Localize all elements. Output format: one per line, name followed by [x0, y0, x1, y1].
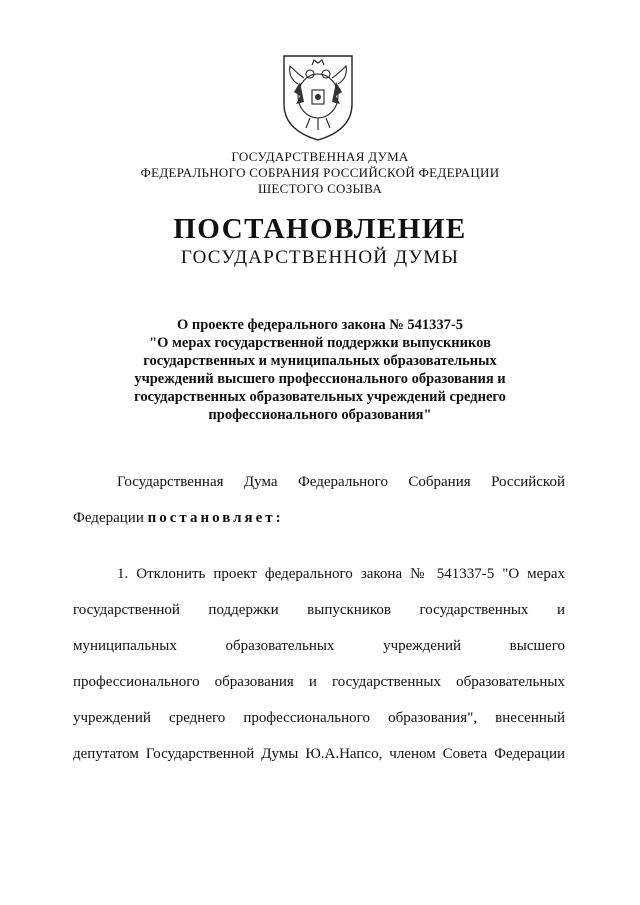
preamble-line-1: Государственная Дума Федерального Собрания Российской	[117, 474, 565, 490]
header-line-3: ШЕСТОГО СОЗЫВА	[257, 181, 383, 196]
resolves-verb: постановляет:	[147, 510, 284, 526]
subject-line-2: "О мерах государственной поддержки выпускников	[149, 335, 491, 351]
issuer-header	[0, 149, 640, 197]
item-1-line-6: депутатом Государственной Думы Ю.А.Напсо, членом Совета Федерации	[73, 746, 565, 762]
subject-line-6: профессионального образования"	[208, 407, 432, 423]
subject-line-5: государственных образовательных учреждений среднего	[134, 389, 506, 405]
document-title: ПОСТАНОВЛЕНИЕ	[173, 213, 467, 245]
preamble-line-2	[73, 500, 565, 536]
subject-line-4: учреждений высшего профессионального образования и	[134, 371, 506, 387]
preamble-paragraph	[73, 464, 565, 536]
preamble-line-2-text: Федерации	[73, 510, 148, 526]
item-1-line-1: 1. Отклонить проект федерального закона № 541337-5 "О мерах	[117, 566, 565, 582]
item-1-line-5: учреждений среднего профессионального образования", внесенный	[73, 710, 565, 726]
document-subject	[110, 316, 530, 424]
item-1-line-2: государственной поддержки выпускников государственных и	[73, 602, 565, 618]
subject-line-1: О проекте федерального закона № 541337-5	[176, 317, 464, 333]
subject-line-3: государственных и муниципальных образовательных	[143, 353, 497, 369]
item-1-line-4: профессионального образования и государственных образовательных	[73, 674, 565, 690]
header-line-2: ФЕДЕРАЛЬНОГО СОБРАНИЯ РОССИЙСКОЙ ФЕДЕРАЦИИ	[140, 165, 500, 180]
document-subtitle: ГОСУДАРСТВЕННОЙ ДУМЫ	[180, 247, 460, 268]
header-line-1: ГОСУДАРСТВЕННАЯ ДУМА	[231, 149, 409, 164]
coat-of-arms-emblem	[278, 52, 358, 142]
item-1-paragraph	[73, 556, 565, 772]
item-1-line-3: муниципальных образовательных учреждений высшего	[73, 638, 565, 654]
